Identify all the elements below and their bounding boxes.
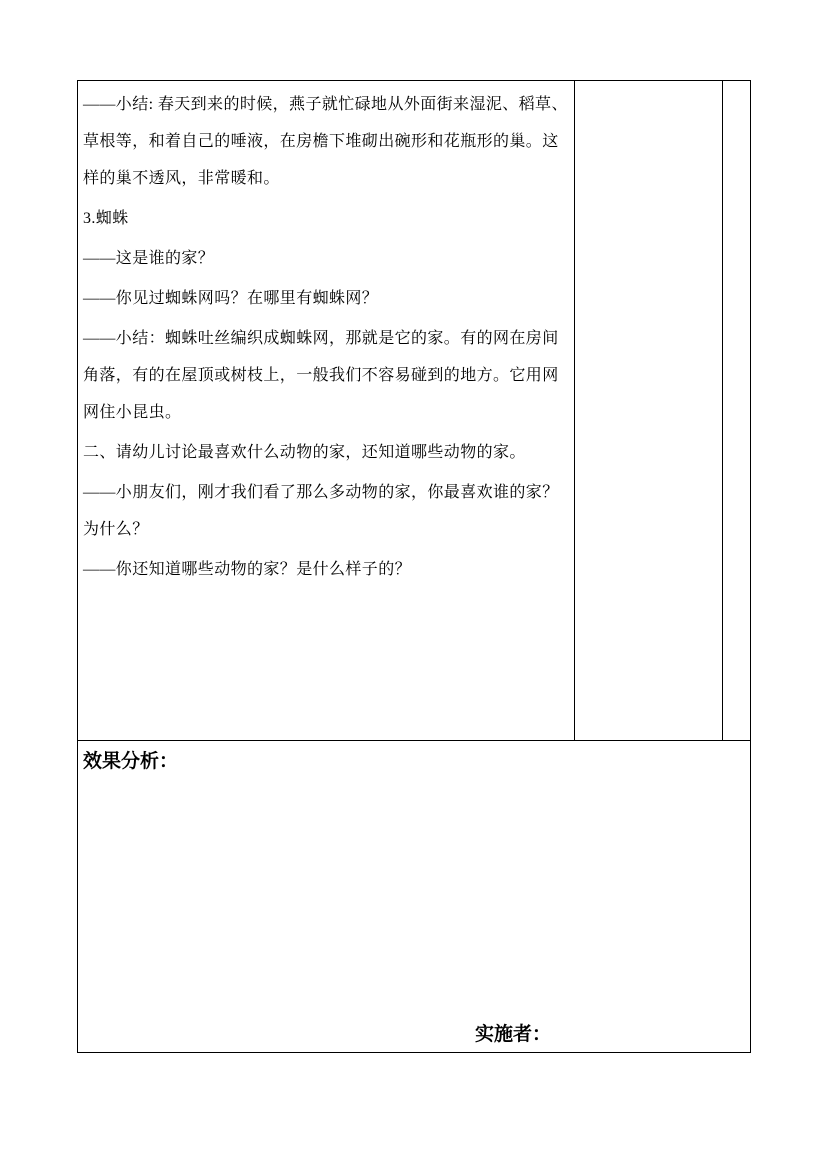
text-line: 草根等，和着自己的唾液，在房檐下堆砌出碗形和花瓶形的巢。这 [83,133,559,150]
paragraph-question-favorite-home [83,474,570,548]
text-line: 样的巢不透风，非常暖和。 [83,170,280,187]
text-line: 网住小昆虫。 [83,404,182,421]
paragraph-question-spiderweb [83,280,570,317]
text-line: 3.蜘蛛 [83,210,129,227]
paragraph-summary-swallow [83,86,570,197]
notes-column-cell [575,81,723,740]
text-line: 二、请幼儿讨论最喜欢什么动物的家，还知道哪些动物的家。 [83,444,526,461]
paragraph-question-other-homes [83,551,570,588]
margin-column-cell [723,81,750,740]
lesson-plan-table [77,80,751,1053]
implementer-label: 实施者： [475,1024,552,1045]
text-line: ——这是谁的家？ [83,250,215,267]
paragraph-spider-heading [83,200,570,237]
text-line: 角落，有的在屋顶或树枝上，一般我们不容易碰到的地方。它用网 [83,367,559,384]
effect-analysis-label: 效果分析： [83,751,179,772]
activity-content-cell [78,81,575,740]
text-line: ——小结：蜘蛛吐丝编织成蜘蛛网，那就是它的家。有的网在房间 [83,330,559,347]
text-line: 为什么？ [83,521,149,538]
text-line: ——小结: 春天到来的时候，燕子就忙碌地从外面街来湿泥、稻草、 [83,96,568,113]
text-line: ——小朋友们，刚才我们看了那么多动物的家，你最喜欢谁的家？ [83,484,559,501]
paragraph-section-two [83,434,570,471]
paragraph-question-whose-home [83,240,570,277]
paragraph-summary-spider [83,320,570,431]
text-line: ——你见过蜘蛛网吗？在哪里有蜘蛛网？ [83,290,379,307]
text-line: ——你还知道哪些动物的家？是什么样子的？ [83,561,412,578]
effect-analysis-row [78,741,750,1052]
content-row [78,81,750,741]
